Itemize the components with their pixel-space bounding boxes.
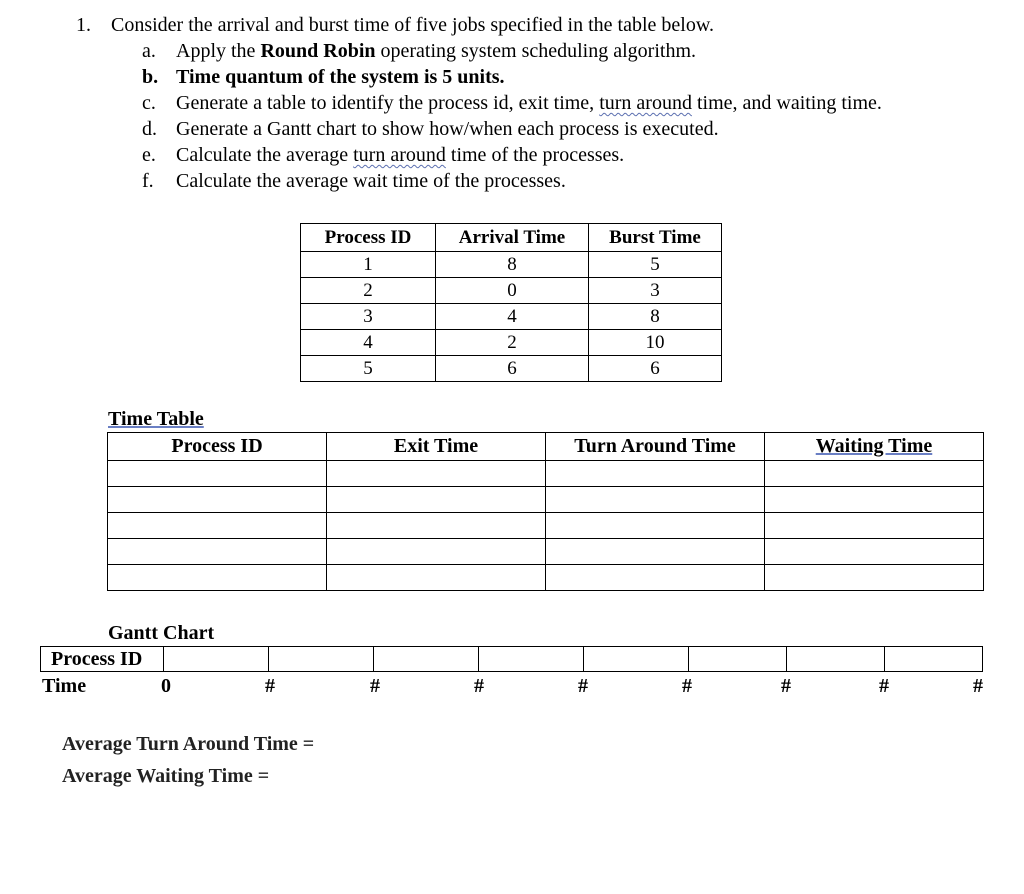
- item-b-label: b.: [142, 66, 159, 88]
- jobs-cell: 8: [589, 304, 722, 330]
- item-b-text: Time quantum of the system is 5 units.: [176, 66, 505, 88]
- table-row: [108, 487, 984, 513]
- jobs-cell: 10: [589, 330, 722, 356]
- item-a-bold: Round Robin: [260, 40, 376, 62]
- item-d-text: Generate a Gantt chart to show how/when each process is executed.: [176, 118, 719, 140]
- jobs-cell: 0: [436, 278, 589, 304]
- time-table-header-exit-time: Exit Time: [327, 433, 546, 461]
- time-table-header-process-id: Process ID: [108, 433, 327, 461]
- gantt-slot[interactable]: [374, 647, 479, 672]
- gantt-tick: #: [474, 675, 484, 697]
- gantt-process-label: Process ID: [41, 647, 164, 672]
- gantt-slot[interactable]: [164, 647, 269, 672]
- question-number: 1.: [76, 14, 91, 36]
- jobs-cell: 1: [301, 252, 436, 278]
- avg-turnaround: Average Turn Around Time =: [62, 733, 315, 755]
- item-b: [142, 64, 505, 90]
- table-row: [301, 278, 722, 304]
- item-c-post: time, and waiting time.: [691, 92, 882, 114]
- table-row: [301, 356, 722, 382]
- question-intro-text: Consider the arrival and burst time of five jobs specified in the table below.: [111, 14, 714, 36]
- time-table-header-waiting-time: [765, 433, 984, 461]
- empty-cell[interactable]: [765, 539, 984, 565]
- gantt-tick: #: [370, 675, 380, 697]
- empty-cell[interactable]: [765, 513, 984, 539]
- item-c-pre: Generate a table to identify the process id, exit time,: [176, 92, 600, 114]
- table-row: [108, 539, 984, 565]
- jobs-cell: 5: [589, 252, 722, 278]
- gantt-tick: #: [578, 675, 588, 697]
- table-row: [301, 252, 722, 278]
- gantt-chart: [40, 646, 983, 672]
- empty-cell[interactable]: [546, 565, 765, 591]
- empty-cell[interactable]: [327, 565, 546, 591]
- gantt-tick: #: [781, 675, 791, 697]
- jobs-cell: 3: [589, 278, 722, 304]
- jobs-header-process-id: Process ID: [301, 224, 436, 252]
- question-intro: [76, 12, 714, 38]
- avg-waiting: Average Waiting Time =: [62, 765, 270, 787]
- empty-cell[interactable]: [108, 461, 327, 487]
- item-a-post: operating system scheduling algorithm.: [375, 40, 696, 62]
- gantt-tick: 0: [161, 675, 171, 697]
- jobs-cell: 4: [436, 304, 589, 330]
- time-table-title-text: Time Table: [108, 408, 204, 430]
- item-c-label: c.: [142, 92, 156, 114]
- gantt-slot[interactable]: [479, 647, 584, 672]
- jobs-cell: 4: [301, 330, 436, 356]
- empty-cell[interactable]: [546, 539, 765, 565]
- gantt-tick: #: [973, 675, 983, 697]
- gantt-time-label: Time: [42, 675, 87, 697]
- table-row: [108, 513, 984, 539]
- empty-cell[interactable]: [327, 539, 546, 565]
- jobs-cell: 2: [301, 278, 436, 304]
- jobs-header-burst-time: Burst Time: [589, 224, 722, 252]
- item-e-pre: Calculate the average: [176, 144, 354, 166]
- item-e-underlined: turn around: [353, 144, 446, 166]
- empty-cell[interactable]: [546, 513, 765, 539]
- gantt-tick: #: [265, 675, 275, 697]
- item-d: [142, 116, 719, 142]
- empty-cell[interactable]: [327, 513, 546, 539]
- item-e-post: time of the processes.: [445, 144, 625, 166]
- table-row: [301, 304, 722, 330]
- jobs-cell: 2: [436, 330, 589, 356]
- jobs-cell: 8: [436, 252, 589, 278]
- waiting-time-header-text: Waiting Time: [815, 435, 933, 457]
- item-c: [142, 90, 882, 116]
- empty-cell[interactable]: [765, 565, 984, 591]
- jobs-table: [300, 223, 722, 382]
- time-table: [107, 432, 984, 591]
- table-row: [108, 461, 984, 487]
- empty-cell[interactable]: [108, 513, 327, 539]
- jobs-cell: 6: [589, 356, 722, 382]
- item-c-underlined: turn around: [599, 92, 692, 114]
- jobs-cell: 5: [301, 356, 436, 382]
- gantt-process-row: [41, 647, 983, 672]
- gantt-slot[interactable]: [269, 647, 374, 672]
- table-row: [108, 565, 984, 591]
- item-f-text: Calculate the average wait time of the processes.: [176, 170, 566, 192]
- empty-cell[interactable]: [108, 565, 327, 591]
- empty-cell[interactable]: [765, 461, 984, 487]
- table-row: [301, 330, 722, 356]
- jobs-cell: 6: [436, 356, 589, 382]
- item-f: [142, 168, 566, 194]
- item-a: [142, 38, 696, 64]
- empty-cell[interactable]: [108, 539, 327, 565]
- gantt-slot[interactable]: [885, 647, 983, 672]
- gantt-slot[interactable]: [787, 647, 885, 672]
- gantt-tick: #: [879, 675, 889, 697]
- item-e-label: e.: [142, 144, 156, 166]
- time-table-header-turn-around: Turn Around Time: [546, 433, 765, 461]
- item-a-label: a.: [142, 40, 156, 62]
- empty-cell[interactable]: [108, 487, 327, 513]
- empty-cell[interactable]: [327, 487, 546, 513]
- empty-cell[interactable]: [546, 487, 765, 513]
- item-f-label: f.: [142, 170, 154, 192]
- empty-cell[interactable]: [327, 461, 546, 487]
- jobs-cell: 3: [301, 304, 436, 330]
- jobs-header-row: [301, 224, 722, 252]
- time-table-header-row: [108, 433, 984, 461]
- empty-cell[interactable]: [546, 461, 765, 487]
- item-e: [142, 142, 624, 168]
- jobs-header-arrival-time: Arrival Time: [436, 224, 589, 252]
- gantt-title: Gantt Chart: [108, 622, 215, 644]
- gantt-slot[interactable]: [689, 647, 787, 672]
- gantt-slot[interactable]: [584, 647, 689, 672]
- gantt-tick: #: [682, 675, 692, 697]
- item-d-label: d.: [142, 118, 157, 140]
- item-a-pre: Apply the: [176, 40, 261, 62]
- time-table-title: [108, 406, 204, 432]
- empty-cell[interactable]: [765, 487, 984, 513]
